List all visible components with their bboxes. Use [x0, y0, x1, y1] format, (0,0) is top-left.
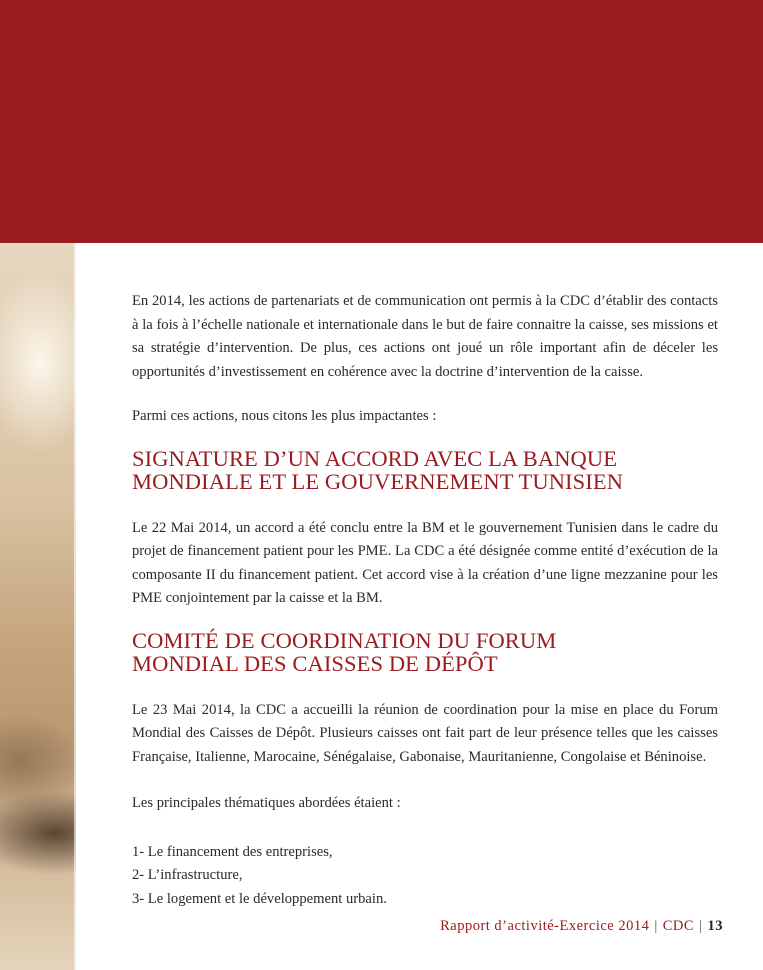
- section-heading-accord: [132, 447, 718, 493]
- header-band: [0, 0, 763, 243]
- list-item: 1- Le financement des entreprises,: [132, 843, 333, 860]
- footer-separator: |: [699, 918, 703, 934]
- heading-line: MONDIAL DES CAISSES DE DÉPÔT: [132, 650, 498, 676]
- page-footer: [440, 918, 723, 935]
- footer-report-title: Rapport d’activité-Exercice 2014: [440, 918, 650, 934]
- themes-list: [132, 841, 718, 912]
- intro-lead-in: Parmi ces actions, nous citons les plus impactantes :: [132, 408, 437, 424]
- list-item: 3- Le logement et le développement urbain.: [132, 890, 387, 907]
- page-number: 13: [707, 918, 723, 934]
- forum-paragraph: Le 23 Mai 2014, la CDC a accueilli la réunion de coordination pour la mise en place du Forum Mondial des Caisses de Dépôt. Plusieurs caisses ont fait part de leur présence telles que les caisses Française, Italienne, Marocaine, Sénégalaise, Gabonaise, Mauritanienne, Congolaise et Béninoise.: [132, 701, 718, 765]
- list-item: 2- L’infrastructure,: [132, 867, 243, 883]
- accord-paragraph: Le 22 Mai 2014, un accord a été conclu entre la BM et le gouvernement Tunisien dans le cadre du projet de financement patient pour les PME. La CDC a été désignée comme entité d’exécution de la composante II du financement patient. Cet accord vise à la création d’une ligne mezzanine pour les PME conjointement par la caisse et la BM.: [132, 519, 718, 606]
- heading-line: SIGNATURE D’UN ACCORD AVEC LA BANQUE: [132, 445, 618, 471]
- footer-separator: |: [654, 918, 658, 934]
- footer-org: CDC: [662, 918, 695, 934]
- section-heading-forum: [132, 629, 718, 675]
- themes-intro: Les principales thématiques abordées étaient :: [132, 795, 401, 811]
- intro-paragraph: En 2014, les actions de partenariats et de communication ont permis à la CDC d’établir des contacts à la fois à l’échelle nationale et internationale dans le but de faire connaitre la caisse, ses missions et sa stratégie d’intervention. De plus, ces actions ont joué un rôle important afin de déceler les opportunités d’investissement en cohérence avec la doctrine d’intervention de la caisse.: [132, 293, 718, 380]
- heading-line: COMITÉ DE COORDINATION DU FORUM: [132, 627, 557, 653]
- heading-line: MONDIALE ET LE GOUVERNEMENT TUNISIEN: [132, 468, 624, 494]
- page-content: [132, 290, 718, 911]
- side-decorative-image: [0, 243, 76, 970]
